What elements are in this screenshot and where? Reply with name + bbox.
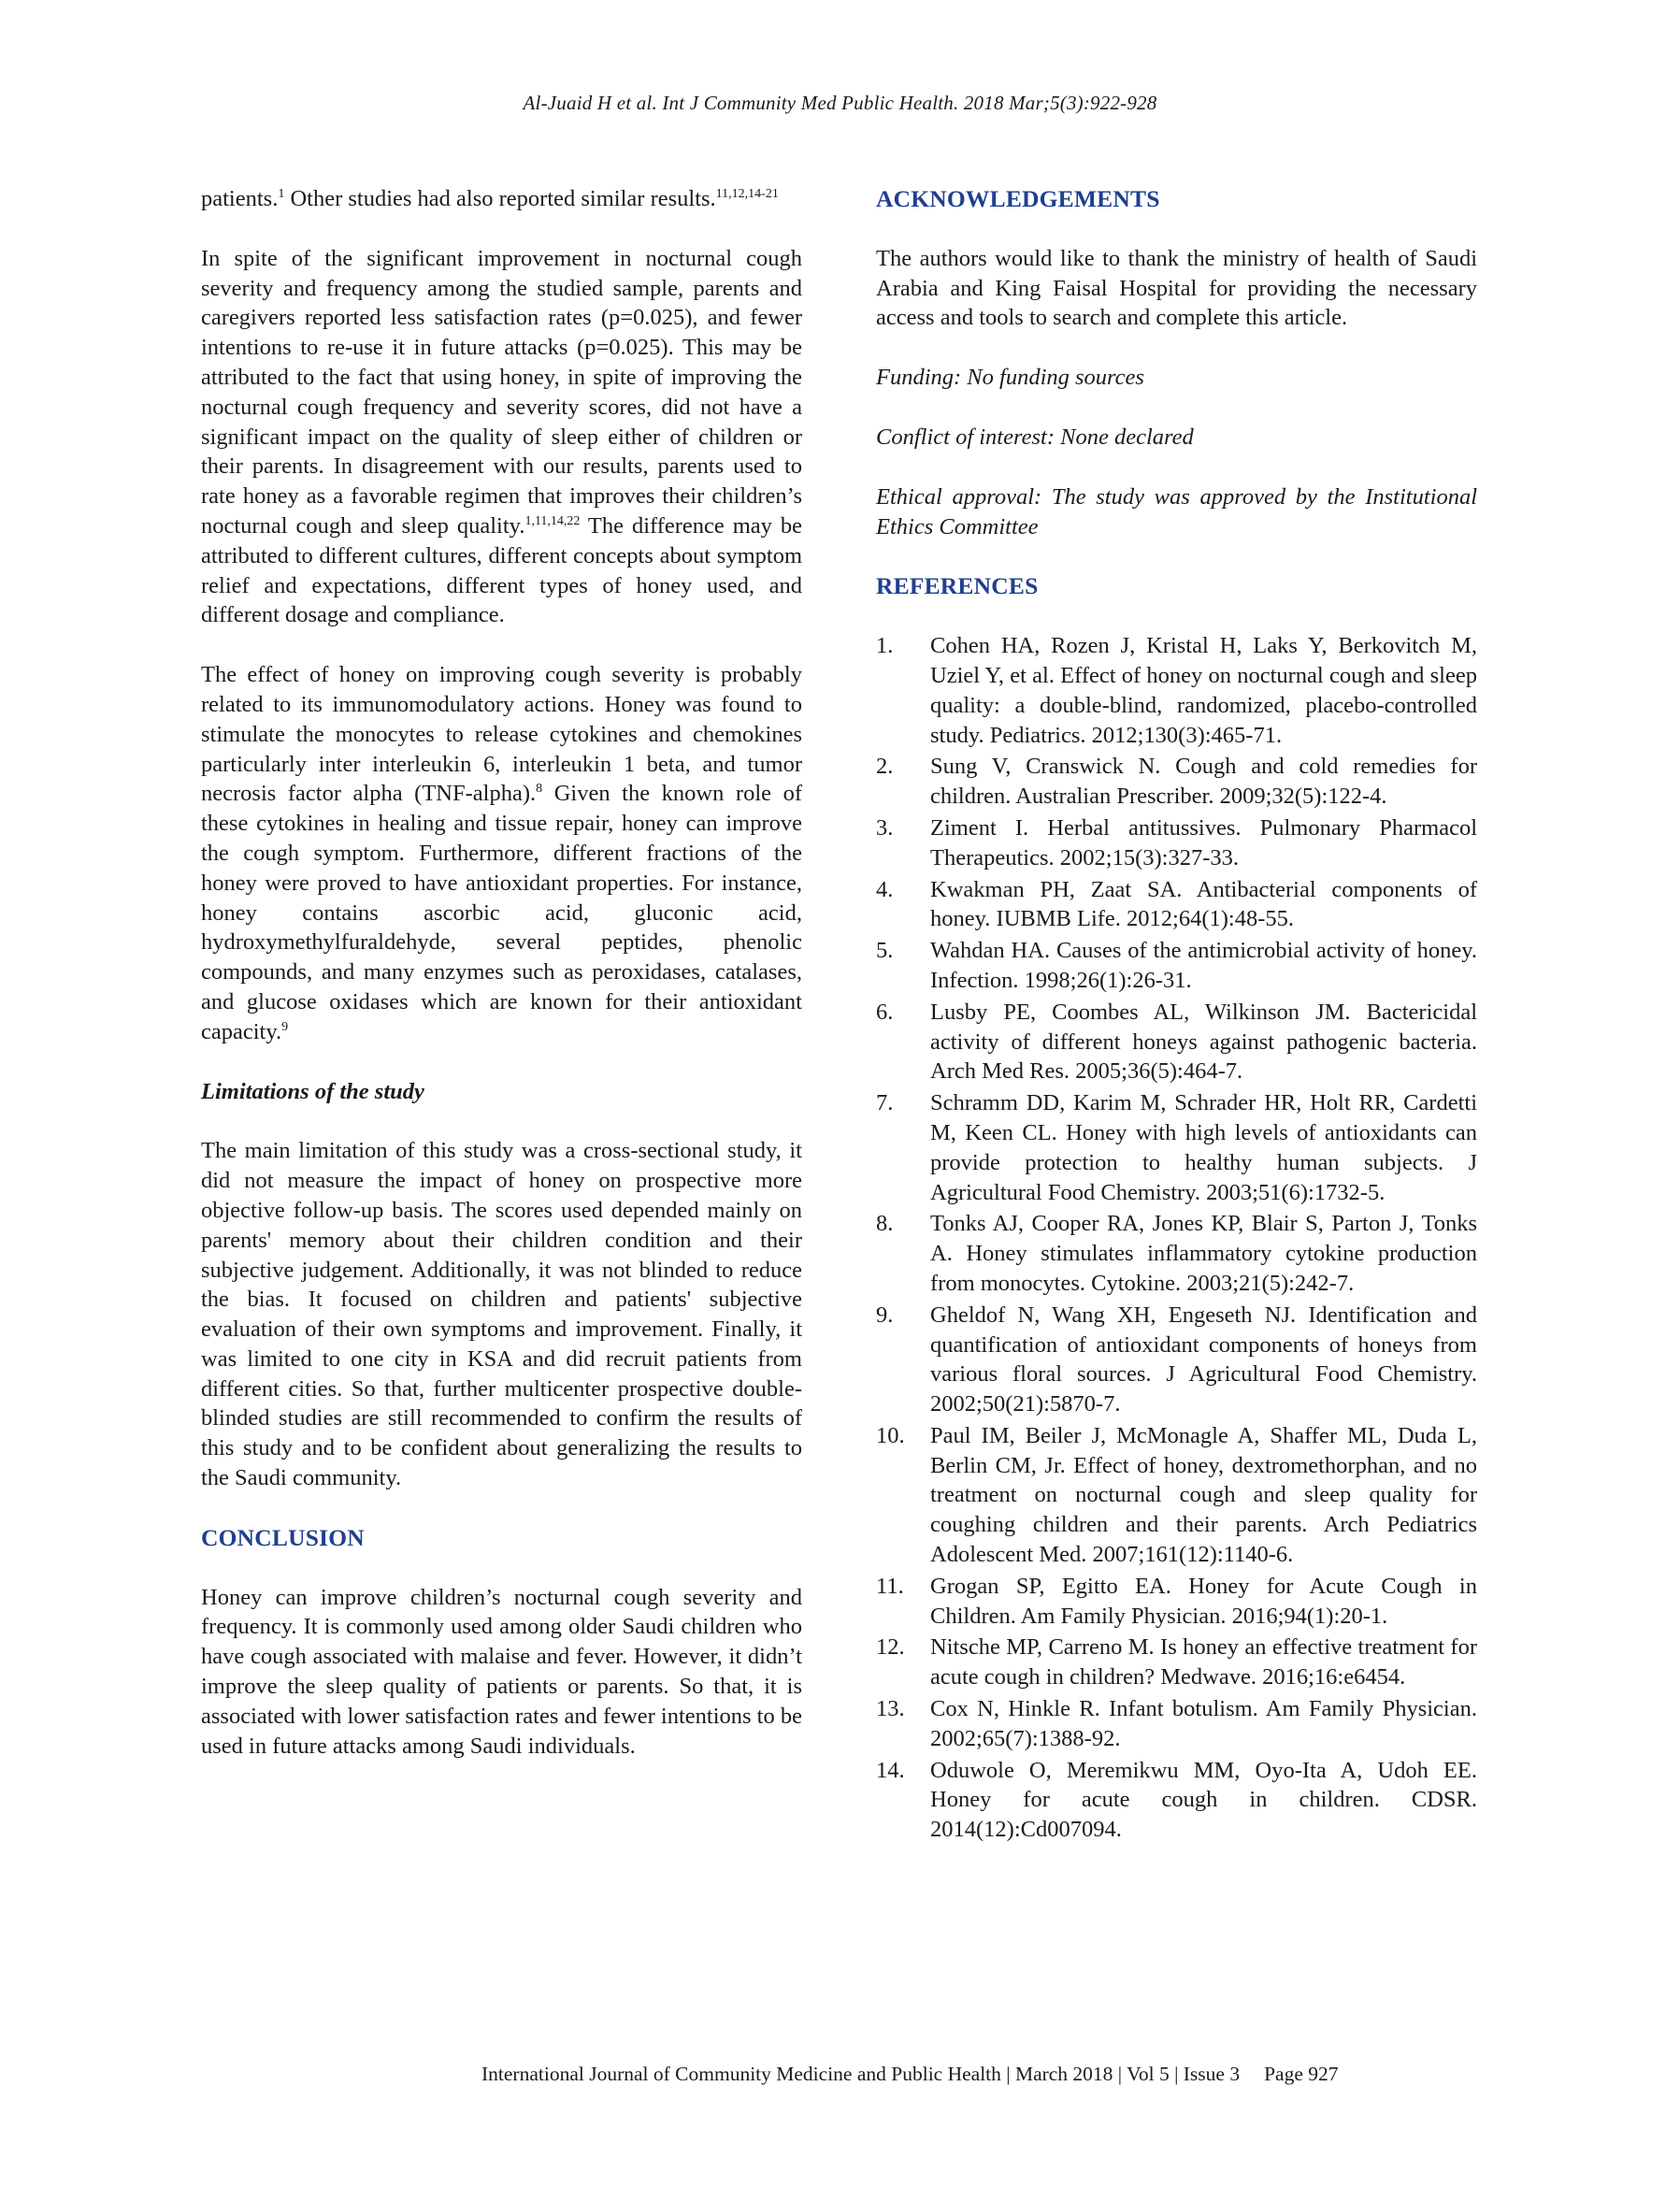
paragraph: The main limitation of this study was a cross-sectional study, it did not measure the impact of honey on prospective more objective follow-up basis. The scores used depended mainly on parents' memory about their children condition and their subjective judgement. Additionally, it was not blinded to reduce the bias. It focused on children and patients' subjective evaluation of their own symptoms and improvement. Finally, it was limited to one city in KSA and did recruit patients from different cities. So that, further multicenter prospective double-blinded studies are still recommended to confirm the results of this study and to be confident about generalizing the results to the Saudi community.	[201, 1138, 802, 1491]
text: Other studies had also reported similar results.	[284, 186, 716, 211]
reference-item	[876, 1756, 1477, 1845]
reference-text: Grogan SP, Egitto EA. Honey for Acute Cough in Children. Am Family Physician. 2016;94(1):20-1.	[930, 1573, 1477, 1629]
citation: 9	[281, 1019, 289, 1034]
reference-item	[876, 1572, 1477, 1632]
reference-item	[876, 1633, 1477, 1692]
reference-text: Lusby PE, Coombes AL, Wilkinson JM. Bactericidal activity of different honeys against pathogenic bacteria. Arch Med Res. 2005;36(5):464-7.	[930, 999, 1477, 1085]
funding-statement: Funding: No funding sources	[876, 365, 1144, 391]
acknowledgements-heading: ACKNOWLEDGEMENTS	[876, 185, 1160, 212]
text: patients.	[201, 186, 279, 211]
reference-number: 7.	[876, 1090, 894, 1116]
page-footer	[481, 2063, 1479, 2086]
reference-number: 14.	[876, 1757, 905, 1783]
reference-item	[876, 1694, 1477, 1754]
reference-number: 10.	[876, 1422, 905, 1448]
citation: 11,12,14-21	[715, 186, 779, 201]
reference-number: 12.	[876, 1634, 905, 1661]
reference-text: Tonks AJ, Cooper RA, Jones KP, Blair S, Parton J, Tonks A. Honey stimulates inflammatory cytokine production from monocytes. Cytokine. 2003;21(5):242-7.	[930, 1211, 1477, 1296]
text: The effect of honey on improving cough severity is probably related to its immunomodulatory actions. Honey was found to stimulate the monocytes to release cytokines and chemokines particularly inter interleukin 6, interleukin 1 beta, and tumor necrosis factor alpha (TNF-alpha).	[201, 662, 802, 807]
paragraph	[201, 660, 802, 1046]
left-column	[201, 184, 802, 1791]
conclusion-heading: CONCLUSION	[201, 1523, 365, 1551]
reference-text: Cohen HA, Rozen J, Kristal H, Laks Y, Berkovitch M, Uziel Y, et al. Effect of honey on nocturnal cough and sleep quality: a double-blind, randomized, placebo-controlled study. Pediatrics. 2012;130(3):465-71.	[930, 633, 1477, 748]
reference-item	[876, 936, 1477, 996]
reference-item	[876, 631, 1477, 750]
page-number: Page 927	[1264, 2063, 1339, 2085]
reference-text: Nitsche MP, Carreno M. Is honey an effective treatment for acute cough in children? Medwave. 2016;16:e6454.	[930, 1634, 1477, 1691]
journal-info: International Journal of Community Medicine and Public Health | March 2018 | Vol 5 | Issue 3	[481, 2063, 1241, 2085]
reference-text: Schramm DD, Karim M, Schrader HR, Holt RR, Cardetti M, Keen CL. Honey with high levels of antioxidants can provide protection to healthy human subjects. J Agricultural Food Chemistry. 2003;51(6):1732-5.	[930, 1090, 1477, 1205]
reference-item	[876, 813, 1477, 873]
reference-text: Cox N, Hinkle R. Infant botulism. Am Family Physician. 2002;65(7):1388-92.	[930, 1696, 1477, 1751]
limitations-heading: Limitations of the study	[201, 1078, 424, 1104]
declarations	[876, 363, 1477, 541]
paragraph	[201, 244, 802, 630]
reference-list	[876, 631, 1477, 1845]
conflict-statement: Conflict of interest: None declared	[876, 424, 1194, 450]
reference-text: Sung V, Cranswick N. Cough and cold remedies for children. Australian Prescriber. 2009;32(5):122-4.	[930, 754, 1477, 810]
reference-item	[876, 1209, 1477, 1298]
reference-number: 8.	[876, 1211, 894, 1237]
reference-number: 6.	[876, 999, 894, 1025]
citation: 1,11,14,22	[524, 513, 581, 528]
text: Given the known role of these cytokines in healing and tissue repair, honey can improve the cough symptom. Furthermore, different fractions of the honey were proved to have antioxidant properties. For instance, honey contains ascorbic acid, gluconic acid, hydroxymethylfuraldehyde, several peptides, phenolic compounds, and many enzymes such as peroxidases, catalases, and glucose oxidases which are known for their antioxidant capacity.	[201, 781, 802, 1044]
reference-item	[876, 1421, 1477, 1570]
acknowledgements-text: The authors would like to thank the ministry of health of Saudi Arabia and King Faisal Hospital for providing the necessary access and tools to search and complete this article.	[876, 245, 1477, 331]
reference-item	[876, 875, 1477, 935]
reference-text: Ziment I. Herbal antitussives. Pulmonary Pharmacol Therapeutics. 2002;15(3):327-33.	[930, 814, 1477, 870]
reference-text: Gheldof N, Wang XH, Engeseth NJ. Identification and quantification of antioxidant components of honeys from various floral sources. J Agricultural Food Chemistry. 2002;50(21):5870-7.	[930, 1302, 1477, 1417]
reference-text: Kwakman PH, Zaat SA. Antibacterial components of honey. IUBMB Life. 2012;64(1):48-55.	[930, 876, 1477, 932]
reference-text: Oduwole O, Meremikwu MM, Oyo-Ita A, Udoh EE. Honey for acute cough in children. CDSR. 2014(12):Cd007094.	[930, 1757, 1477, 1843]
reference-text: Paul IM, Beiler J, McMonagle A, Shaffer ML, Duda L, Berlin CM, Jr. Effect of honey, dextromethorphan, and no treatment on nocturnal cough and sleep quality for coughing children and their parents. Arch Pediatrics Adolescent Med. 2007;161(12):1140-6.	[930, 1422, 1477, 1568]
reference-number: 3.	[876, 814, 894, 841]
reference-number: 2.	[876, 754, 894, 780]
reference-text: Wahdan HA. Causes of the antimicrobial activity of honey. Infection. 1998;26(1):26-31.	[930, 938, 1477, 993]
reference-number: 11.	[876, 1573, 904, 1599]
text: The difference may be attributed to different cultures, different concepts about symptom relief and expectations, different types of honey used, and different dosage and compliance.	[201, 512, 802, 628]
ethical-statement: Ethical approval: The study was approved by the Institutional Ethics Committee	[876, 483, 1477, 540]
reference-number: 5.	[876, 938, 894, 964]
reference-item	[876, 998, 1477, 1086]
right-column	[876, 184, 1477, 1847]
paragraph: Honey can improve children’s nocturnal cough severity and frequency. It is commonly used among older Saudi children who have cough associated with malaise and fever. However, it didn’t improve the sleep quality of patients or parents. So that, it is associated with lower satisfaction rates and fewer intentions to be used in future attacks among Saudi individuals.	[201, 1584, 802, 1759]
reference-number: 9.	[876, 1302, 894, 1328]
reference-item	[876, 1301, 1477, 1419]
citation: 8	[536, 782, 543, 797]
running-head: Al-Juaid H et al. Int J Community Med Public Health. 2018 Mar;5(3):922-928	[523, 92, 1157, 114]
reference-number: 13.	[876, 1696, 905, 1722]
reference-number: 1.	[876, 633, 894, 659]
reference-number: 4.	[876, 876, 894, 902]
reference-item	[876, 1088, 1477, 1207]
citation: 1	[278, 186, 285, 201]
references-heading: REFERENCES	[876, 572, 1039, 600]
reference-item	[876, 752, 1477, 812]
text: In spite of the significant improvement in nocturnal cough severity and frequency among the studied sample, parents and caregivers reported less satisfaction rates (p=0.025), and fewer intentions to re-use it in future attacks (p=0.025). This may be attributed to the fact that using honey, in spite of improving the nocturnal cough frequency and severity scores, did not have a significant impact on the quality of sleep either of children or their parents. In disagreement with our results, parents used to rate honey as a favorable regimen that improves their children’s nocturnal cough and sleep quality.	[201, 245, 802, 539]
paragraph	[201, 184, 802, 214]
